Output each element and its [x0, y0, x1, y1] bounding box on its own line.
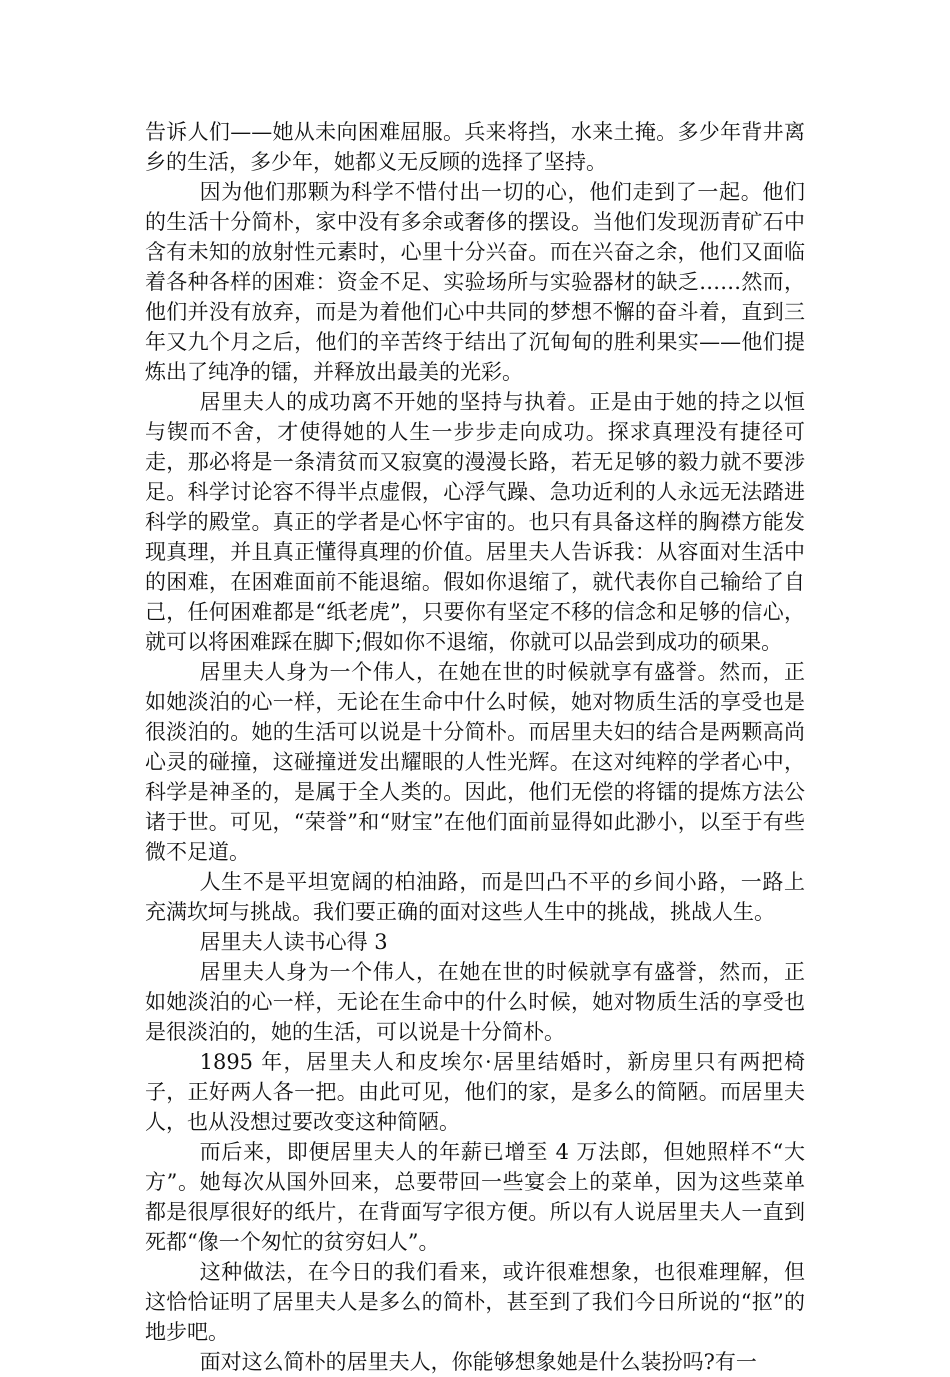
paragraph: 居里夫人身为一个伟人，在她在世的时候就享有盛誉。然而，正如她淡泊的心一样，无论在生命中什么时候，她对物质生活的享受也是很淡泊的。她的生活可以说是十分简朴。而居里夫妇的结合是两颗高尚心灵的碰撞，这碰撞迸发出耀眼的人性光辉。在这对纯粹的学者心中，科学是神圣的，是属于全人类的。因此，他们无偿的将镭的提炼方法公诸于世。可见，“荣誉”和“财宝”在他们面前显得如此渺小，以至于有些微不足道。 — [145, 660, 805, 864]
paragraph: 而后来，即便居里夫人的年薪已增至 4 万法郎，但她照样不“大方”。她每次从国外回来，总要带回一些宴会上的菜单，因为这些菜单都是很厚很好的纸片，在背面写字很方便。所以有人说居里夫人一直到死都“像一个匆忙的贫穷妇人”。 — [145, 1140, 805, 1254]
paragraph: 居里夫人身为一个伟人，在她在世的时候就享有盛誉，然而，正如她淡泊的心一样，无论在生命中的什么时候，她对物质生活的享受也是很淡泊的，她的生活，可以说是十分简朴。 — [145, 960, 805, 1044]
paragraph: 因为他们那颗为科学不惜付出一切的心，他们走到了一起。他们的生活十分简朴，家中没有多余或奢侈的摆设。当他们发现沥青矿石中含有未知的放射性元素时，心里十分兴奋。而在兴奋之余，他们又面临着各种各样的困难：资金不足、实验场所与实验器材的缺乏……然而，他们并没有放弃，而是为着他们心中共同的梦想不懈的奋斗着，直到三年又九个月之后，他们的辛苦终于结出了沉甸甸的胜利果实——他们提炼出了纯净的镭，并释放出最美的光彩。 — [145, 180, 805, 384]
paragraph: 1895 年，居里夫人和皮埃尔·居里结婚时，新房里只有两把椅子，正好两人各一把。由此可见，他们的家，是多么的简陋。而居里夫人，也从没想过要改变这种简陋。 — [145, 1050, 805, 1134]
section-heading: 居里夫人读书心得 3 — [199, 930, 388, 954]
paragraph-continued: 告诉人们——她从未向困难屈服。兵来将挡，水来土掩。多少年背井离乡的生活，多少年，她都义无反顾的选择了坚持。 — [145, 120, 805, 174]
paragraph: 面对这么简朴的居里夫人，你能够想象她是什么装扮吗?有一 — [199, 1350, 757, 1374]
document-body — [145, 117, 805, 1377]
paragraph: 居里夫人的成功离不开她的坚持与执着。正是由于她的持之以恒与锲而不舍，才使得她的人生一步步走向成功。探求真理没有捷径可走，那必将是一条清贫而又寂寞的漫漫长路，若无足够的毅力就不要涉足。科学讨论容不得半点虚假，心浮气躁、急功近利的人永远无法踏进科学的殿堂。真正的学者是心怀宇宙的。也只有具备这样的胸襟方能发现真理，并且真正懂得真理的价值。居里夫人告诉我：从容面对生活中的困难，在困难面前不能退缩。假如你退缩了，就代表你自己输给了自己，任何困难都是“纸老虎”，只要你有坚定不移的信念和足够的信心，就可以将困难踩在脚下;假如你不退缩，你就可以品尝到成功的硕果。 — [145, 390, 805, 654]
paragraph: 这种做法，在今日的我们看来，或许很难想象，也很难理解，但这恰恰证明了居里夫人是多么的简朴，甚至到了我们今日所说的“抠”的地步吧。 — [145, 1260, 805, 1344]
paragraph: 人生不是平坦宽阔的柏油路，而是凹凸不平的乡间小路，一路上充满坎坷与挑战。我们要正确的面对这些人生中的挑战，挑战人生。 — [145, 870, 805, 924]
